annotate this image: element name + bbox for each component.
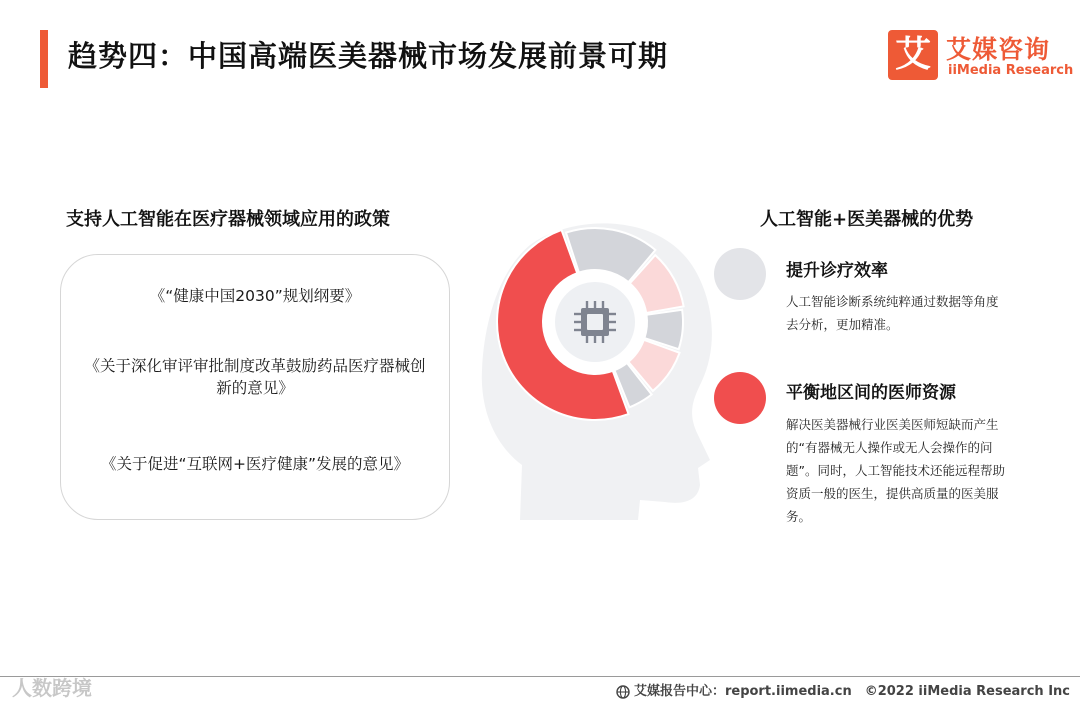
policy-item: 《关于促进“互联网+医疗健康”发展的意见》: [100, 455, 410, 473]
logo-mark: 艾: [888, 30, 938, 80]
title-accent-bar: [40, 30, 48, 88]
logo-name-en: iiMedia Research: [948, 63, 1074, 78]
advantage-title: 提升诊疗效率: [786, 261, 888, 281]
advantage-desc: 解决医美器械行业医美医师短缺而产生的“有器械无人操作或无人会操作的问题”。同时，人工智能技术还能远程帮助资质一般的医生，提供高质量的医美服务。: [786, 417, 1005, 524]
advantage-title: 平衡地区间的医师资源: [786, 383, 956, 403]
policy-heading: 支持人工智能在医疗器械领域应用的政策: [66, 209, 390, 230]
footer-divider: [0, 676, 1080, 677]
page-title: 趋势四：中国高端医美器械市场发展前景可期: [68, 39, 669, 73]
advantage-desc: 人工智能诊断系统纯粹通过数据等角度去分析，更加精准。: [786, 294, 999, 332]
advantages-heading: 人工智能+医美器械的优势: [760, 209, 974, 230]
footer-text: 艾媒报告中心：report.iimedia.cn ©2022 iiMedia Research Inc: [633, 684, 1070, 699]
globe-icon: [616, 685, 630, 699]
footer-credit: [616, 680, 1070, 699]
watermark: 人数跨境: [12, 676, 92, 700]
advantage-circle: [714, 248, 766, 300]
policy-item-text: 《关于深化审评审批制度改革鼓励药品医疗器械创新的意见》: [84, 357, 426, 397]
advantage-circle: [714, 372, 766, 424]
policy-item: 《“健康中国2030”规划纲要》: [149, 287, 361, 305]
policy-item: [61, 355, 449, 399]
head-donut-graphic: [460, 210, 730, 520]
iimedia-logo: [888, 30, 1074, 82]
policy-box: [60, 254, 450, 520]
logo-name-cn: 艾媒咨询: [946, 35, 1051, 64]
